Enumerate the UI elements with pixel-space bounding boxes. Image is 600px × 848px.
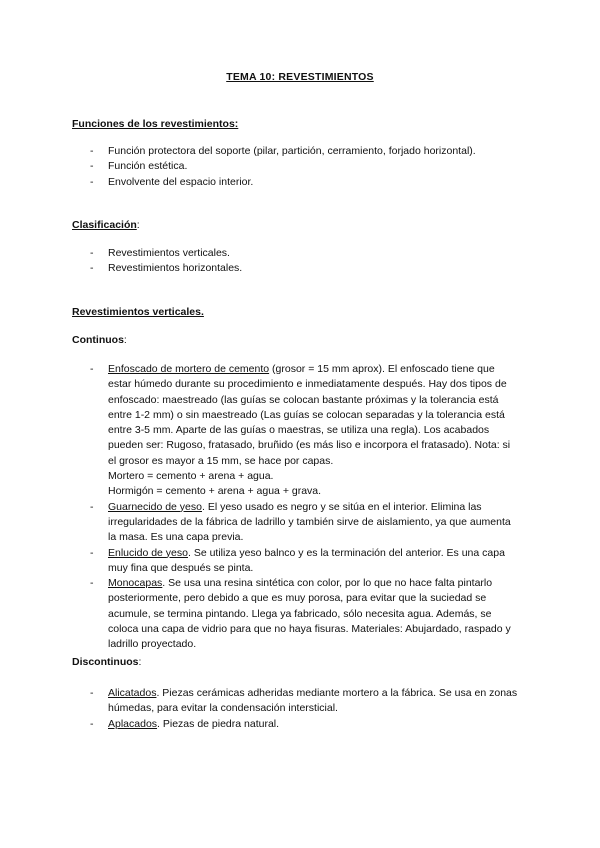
list-clasificacion xyxy=(90,246,520,277)
heading-colon: : xyxy=(138,656,142,668)
document-title: TEMA 10: REVESTIMIENTOS xyxy=(226,71,374,83)
heading-clasificacion-text: Clasificación xyxy=(72,219,137,231)
term: Monocapas xyxy=(108,577,163,590)
list-item: - Revestimientos verticales. xyxy=(90,246,520,261)
term-description: . Piezas cerámicas adheridas mediante mortero a la fábrica. Se usa en zonas húmedas, para evitar la condensación intersticial. xyxy=(108,687,518,715)
term: Alicatados xyxy=(108,687,157,699)
list-continuos xyxy=(90,362,520,653)
heading-colon: : xyxy=(123,334,127,346)
list-item: - Función protectora del soporte (pilar, partición, cerramiento, forjado horizontal). xyxy=(90,144,520,159)
heading-funciones: Funciones de los revestimientos: xyxy=(72,118,239,130)
heading-colon: : xyxy=(136,219,140,231)
list-item xyxy=(90,576,520,652)
term-description: . Piezas de piedra natural. xyxy=(157,717,280,730)
term-description: . Se utiliza yeso balnco y es la terminación del anterior. Es una capa muy fina que después se pinta. xyxy=(108,546,505,574)
list-item xyxy=(90,546,520,577)
term: Aplacados xyxy=(108,717,158,730)
list-item xyxy=(90,686,520,717)
term: Guarnecido de yeso xyxy=(108,500,202,513)
term: Enlucido de yeso xyxy=(108,546,188,559)
list-item: - Envolvente del espacio interior. xyxy=(90,175,520,190)
list-funciones xyxy=(90,144,520,190)
term-description: (grosor = 15 mm aprox). El enfoscado tiene que estar húmedo durante su procedimiento e inmediatamente después. Hay dos tipos de enfoscado: maestreado (las guías se colocan bastante próximas y la tolerancia está entre 1-2 mm) o sin maestreado (Las guías se colocan separadas y la tolerancia está entre 3-5 mm. Aparte de las guías o maestras, se utiliza una regla). Los acabados pueden ser: Rugoso, fratasado, bruñido (es más liso e incorpora el fratasado). Nota: si el grosor es mayor a 15 mm, se hace por capas. xyxy=(108,363,511,467)
formula-line: Hormigón = cemento + arena + agua + grava. xyxy=(108,485,322,498)
list-item: - Revestimientos horizontales. xyxy=(90,261,520,276)
list-discontinuos xyxy=(90,686,520,732)
term: Enfoscado de mortero de cemento xyxy=(108,363,270,375)
heading-continuos xyxy=(72,334,127,346)
list-item xyxy=(90,500,520,546)
heading-continuos-text: Continuos xyxy=(72,334,124,346)
list-item: - Función estética. xyxy=(90,159,520,174)
term-description: . El yeso usado es negro y se sitúa en el interior. Elimina las irregularidades de la fábrica de ladrillo y también sirve de aislamiento, ya que aumenta la masa. Es una capa previa. xyxy=(108,500,511,544)
list-item xyxy=(90,717,520,732)
list-item xyxy=(90,362,520,500)
heading-discontinuos-text: Discontinuos xyxy=(72,656,139,668)
heading-discontinuos xyxy=(72,656,141,668)
term-description: . Se usa una resina sintética con color, por lo que no hace falta pintarlo posteriormente, pero debido a que es muy porosa, para evitar que la suciedad se acumule, se termina pintando. Llega ya fabricado, sólo necesita agua. Además, se coloca una capa de vidrio para que no haya fisuras. Materiales: Abujardado, raspado y ladrillo proyectado. xyxy=(108,577,511,651)
heading-verticales: Revestimientos verticales. xyxy=(72,306,204,318)
formula-line: Mortero = cemento + arena + agua. xyxy=(108,470,274,483)
heading-clasificacion xyxy=(72,219,140,231)
